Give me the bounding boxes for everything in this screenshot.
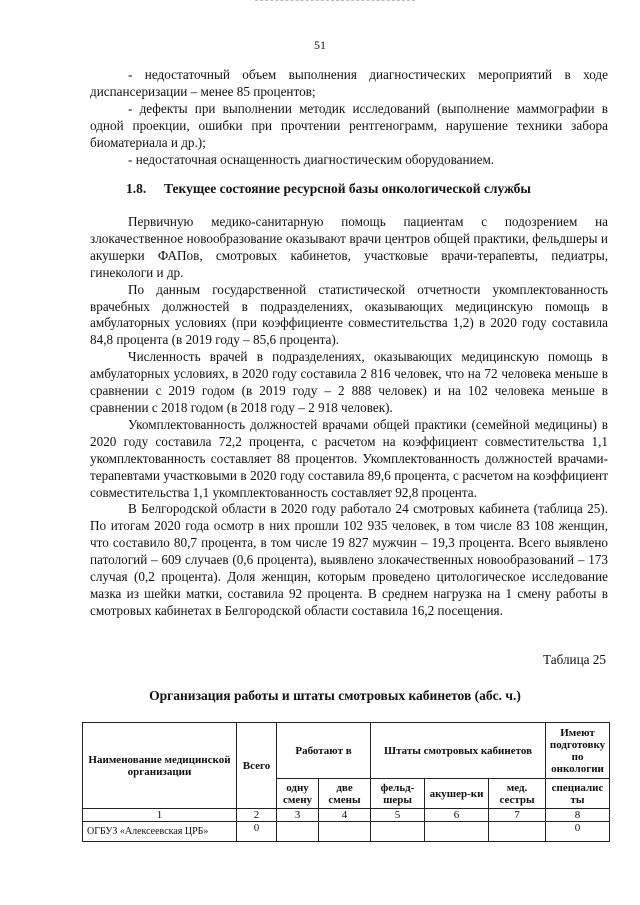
one-shift-cell bbox=[277, 822, 319, 842]
col-number: 1 bbox=[83, 809, 237, 822]
table-title: Организация работы и штаты смотровых кабинетов (абс. ч.) bbox=[149, 688, 521, 703]
akusher-cell bbox=[425, 822, 489, 842]
section-title: Текущее состояние ресурсной базы онкологической службы bbox=[164, 181, 531, 196]
table-caption: Таблица 25 bbox=[543, 652, 606, 667]
paragraph: Численность врачей в подразделениях, оказывающих медицинскую помощь в амбулаторных условиях, в 2020 году составила 2 816 человек, что на 72 человека меньше в сравнении с 2019 годом (в 2019 году – 2 888 человек) и на 102 человека меньше в сравнении с 2018 годом (в 2018 году – 2 918 человек). bbox=[90, 349, 608, 415]
col-number: 2 bbox=[237, 809, 277, 822]
header-two-shifts: две смены bbox=[319, 779, 371, 809]
table-row bbox=[83, 822, 610, 842]
paragraph: В Белгородской области в 2020 году работало 24 смотровых кабинета (таблица 25). По итогам 2020 года осмотр в них прошли 102 935 человек, в том числе 83 108 женщин, что составило 80,7 процента, в том числе 19 827 мужчин – 19,3 процента. Всего выявлено патологий – 609 случаев (0,6 процента), выявлено злокачественных новообразований – 173 случая (0,2 процента). Доля женщин, которым проведено цитологическое исследование мазка из шейки матки, составила 92 процента. В среднем нагрузка на 1 смену работы в смотровых кабинетах в Белгородской области составила 16,2 посещения. bbox=[90, 501, 608, 618]
header-staff: Штаты смотровых кабинетов bbox=[371, 723, 546, 779]
column-number-row bbox=[83, 809, 610, 822]
header-total: Всего bbox=[237, 723, 277, 809]
bullet-list bbox=[90, 67, 608, 168]
paragraph: По данным государственной статистической отчетности укомплектованность врачебных должностей в подразделениях, оказывающих медицинскую помощь в амбулаторных условиях (при коэффициенте совместительства 1,2) в 2020 году составила 84,8 процента (в 2019 году – 85,6 процента). bbox=[90, 281, 608, 348]
feldsher-cell bbox=[371, 822, 425, 842]
bullet-item: - недостаточная оснащенность диагностическим оборудованием. bbox=[128, 151, 495, 167]
header-nurses: мед. сестры bbox=[489, 779, 546, 809]
col-number: 5 bbox=[371, 809, 425, 822]
total-cell: 0 bbox=[237, 822, 277, 842]
header-trained: Имеют подготовку по онкологии bbox=[546, 723, 610, 779]
staff-table bbox=[82, 722, 610, 842]
two-shifts-cell bbox=[319, 822, 371, 842]
bullet-item: - дефекты при выполнении методик исследований (выполнение маммографии в одной проекции, ошибки при прочтении рентгенограмм, нарушение техники забора биоматериала и др.); bbox=[90, 100, 608, 150]
page-number: 51 bbox=[314, 38, 326, 52]
section-number: 1.8. bbox=[126, 181, 147, 196]
top-edge-mark bbox=[255, 0, 415, 3]
org-name-cell: ОГБУЗ «Алексеевская ЦРБ» bbox=[83, 822, 237, 842]
col-number: 6 bbox=[425, 809, 489, 822]
header-specialists: специалис ты bbox=[546, 779, 610, 809]
body-text bbox=[90, 214, 608, 620]
header-name: Наименование медицинской организации bbox=[83, 723, 237, 809]
header-work: Работают в bbox=[277, 723, 371, 779]
header-feldsher: фельд-шеры bbox=[371, 779, 425, 809]
section-heading bbox=[126, 181, 531, 197]
col-number: 7 bbox=[489, 809, 546, 822]
header-akusher: акушер-ки bbox=[425, 779, 489, 809]
paragraph: Первичную медико-санитарную помощь пациентам с подозрением на злокачественное новообразование оказывают врачи центров общей практики, фельдшеры и акушерки ФАПов, смотровых кабинетов, участковые врачи-терапевты, педиатры, гинекологи и др. bbox=[90, 214, 608, 280]
paragraph: Укомплектованность должностей врачами общей практики (семейной медицины) в 2020 году составила 72,2 процента, с расчетом на коэффициент совместительства 1,1 укомплектованность составляет 88 процентов. Укомплектованность должностей врачами-терапевтами участковыми в 2020 году составила 89,6 процента, с расчетом на коэффициент совместительства 1,1 укомплектованность составляет 92,8 процента. bbox=[90, 416, 608, 500]
nurses-cell bbox=[489, 822, 546, 842]
header-one-shift: одну смену bbox=[277, 779, 319, 809]
col-number: 4 bbox=[319, 809, 371, 822]
bullet-item: - недостаточный объем выполнения диагностических мероприятий в ходе диспансеризации – менее 85 процентов; bbox=[90, 67, 608, 99]
col-number: 3 bbox=[277, 809, 319, 822]
specialists-cell: 0 bbox=[546, 822, 610, 842]
col-number: 8 bbox=[546, 809, 610, 822]
